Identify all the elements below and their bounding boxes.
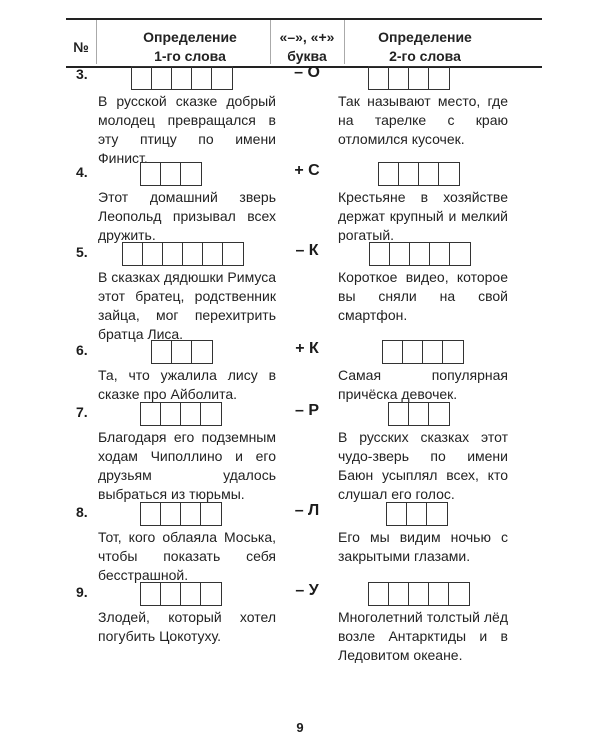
clue-left: Благодаря его подземным ходам Чиполлино и его друзьям удалось выбраться из тюрьмы. [98,429,276,502]
answer-boxes-right[interactable] [369,242,471,266]
letter-cell[interactable] [409,583,429,605]
answer-boxes-left[interactable] [151,340,213,364]
clue-right: Так называют место, где на тарелке с краю отломился кусочек. [338,93,508,147]
clue-right: Его мы видим ночью с закрытыми глазами. [338,529,508,564]
header-col3 [342,28,508,66]
letter-cell[interactable] [132,67,152,89]
letter-cell[interactable] [203,243,223,265]
letter-cell[interactable] [409,67,429,89]
row-number: 7. [76,404,88,420]
letter-cell[interactable] [183,243,203,265]
row-number: 9. [76,584,88,600]
letter-cell[interactable] [141,503,161,525]
letter-cell[interactable] [192,67,212,89]
divider-2 [270,20,271,64]
letter-cell[interactable] [429,67,449,89]
letter-cell[interactable] [143,243,163,265]
letter-operation: – К [295,242,319,259]
letter-cell[interactable] [370,243,390,265]
letter-cell[interactable] [383,341,403,363]
header-col2-line2: буква [287,48,327,64]
answer-boxes-right[interactable] [382,340,464,364]
answer-boxes-right[interactable] [386,502,448,526]
letter-cell[interactable] [123,243,143,265]
letter-cell[interactable] [161,503,181,525]
letter-cell[interactable] [181,583,201,605]
letter-cell[interactable] [141,163,161,185]
header-col2 [272,28,342,66]
answer-boxes-left[interactable] [140,502,222,526]
answer-boxes-right[interactable] [368,66,450,90]
letter-cell[interactable] [430,243,450,265]
letter-cell[interactable] [410,243,430,265]
letter-cell[interactable] [429,403,449,425]
clue-left: Злодей, который хотел погубить Цокотуху. [98,609,276,644]
clue-right: Самая популярная причёска девочек. [338,367,508,402]
letter-cell[interactable] [161,163,181,185]
letter-operation: – О [294,64,320,81]
answer-boxes-left[interactable] [131,66,233,90]
clue-left: Этот домашний зверь Леопольд призывал всех дружить. [98,189,276,243]
letter-cell[interactable] [369,67,389,89]
letter-cell[interactable] [201,403,221,425]
row-number: 3. [76,66,88,82]
letter-cell[interactable] [172,67,192,89]
row-number: 5. [76,244,88,260]
clue-right: Крестьяне в хозяйстве держат крупный и мелкий рогатый. [338,189,508,243]
letter-cell[interactable] [439,163,459,185]
letter-cell[interactable] [427,503,447,525]
answer-boxes-right[interactable] [368,582,470,606]
letter-cell[interactable] [389,67,409,89]
answer-boxes-right[interactable] [388,402,450,426]
letter-cell[interactable] [423,341,443,363]
header-col3-line1: Определение [378,29,472,45]
letter-cell[interactable] [181,503,201,525]
row-number: 4. [76,164,88,180]
letter-operation: + К [295,340,319,357]
answer-boxes-left[interactable] [140,582,222,606]
top-rule [66,18,542,20]
letter-cell[interactable] [450,243,470,265]
letter-cell[interactable] [403,341,423,363]
letter-cell[interactable] [201,503,221,525]
header-col1 [110,28,270,66]
clue-right: В русских сказках этот чудо-зверь по имени Баюн усыплял всех, кто слушал его голос. [338,429,508,502]
header-num: № [73,39,89,55]
letter-cell[interactable] [161,583,181,605]
letter-cell[interactable] [369,583,389,605]
letter-cell[interactable] [223,243,243,265]
row-number: 8. [76,504,88,520]
clue-right: Короткое видео, которое вы сняли на свой смартфон. [338,269,508,323]
letter-cell[interactable] [390,243,410,265]
row-number: 6. [76,342,88,358]
letter-cell[interactable] [201,583,221,605]
divider-3 [344,20,345,64]
letter-cell[interactable] [212,67,232,89]
letter-cell[interactable] [141,403,161,425]
letter-cell[interactable] [192,341,212,363]
clue-right: Многолетний толстый лёд возле Антарктиды и в Ледовитом океане. [338,609,508,663]
letter-cell[interactable] [443,341,463,363]
letter-cell[interactable] [389,403,409,425]
clue-left: В русской сказке добрый молодец превращался в эту птицу по имени Финист. [98,93,276,166]
letter-cell[interactable] [161,403,181,425]
letter-cell[interactable] [429,583,449,605]
answer-boxes-left[interactable] [140,402,222,426]
letter-operation: + С [294,162,320,179]
letter-cell[interactable] [152,67,172,89]
letter-cell[interactable] [152,341,172,363]
letter-cell[interactable] [407,503,427,525]
divider-1 [96,20,97,64]
header-col1-line1: Определение [143,29,237,45]
letter-cell[interactable] [409,403,429,425]
letter-cell[interactable] [419,163,439,185]
header-col2-line1: «–», «+» [279,29,335,45]
answer-boxes-right[interactable] [378,162,460,186]
letter-operation: – У [295,582,319,599]
letter-cell[interactable] [387,503,407,525]
letter-cell[interactable] [163,243,183,265]
letter-cell[interactable] [379,163,399,185]
clue-left: Та, что ужалила лису в сказке про Айболита. [98,367,276,402]
answer-boxes-left[interactable] [140,162,202,186]
letter-cell[interactable] [399,163,419,185]
clue-left: Тот, кого облаяла Моська, чтобы показать себя бесстрашной. [98,529,276,583]
page-number: 9 [296,720,304,735]
answer-boxes-left[interactable] [122,242,244,266]
letter-cell[interactable] [141,583,161,605]
letter-operation: – Р [294,402,319,419]
letter-operation: – Л [294,502,320,519]
header-col1-line2: 1-го слова [154,48,226,64]
header-col3-line2: 2-го слова [389,48,461,64]
letter-cell[interactable] [181,163,201,185]
clue-left: В сказках дядюшки Римуса этот братец, родственник зайца, мог перехитрить братца Лиса. [98,269,276,342]
letter-cell[interactable] [389,583,409,605]
letter-cell[interactable] [172,341,192,363]
letter-cell[interactable] [181,403,201,425]
letter-cell[interactable] [449,583,469,605]
